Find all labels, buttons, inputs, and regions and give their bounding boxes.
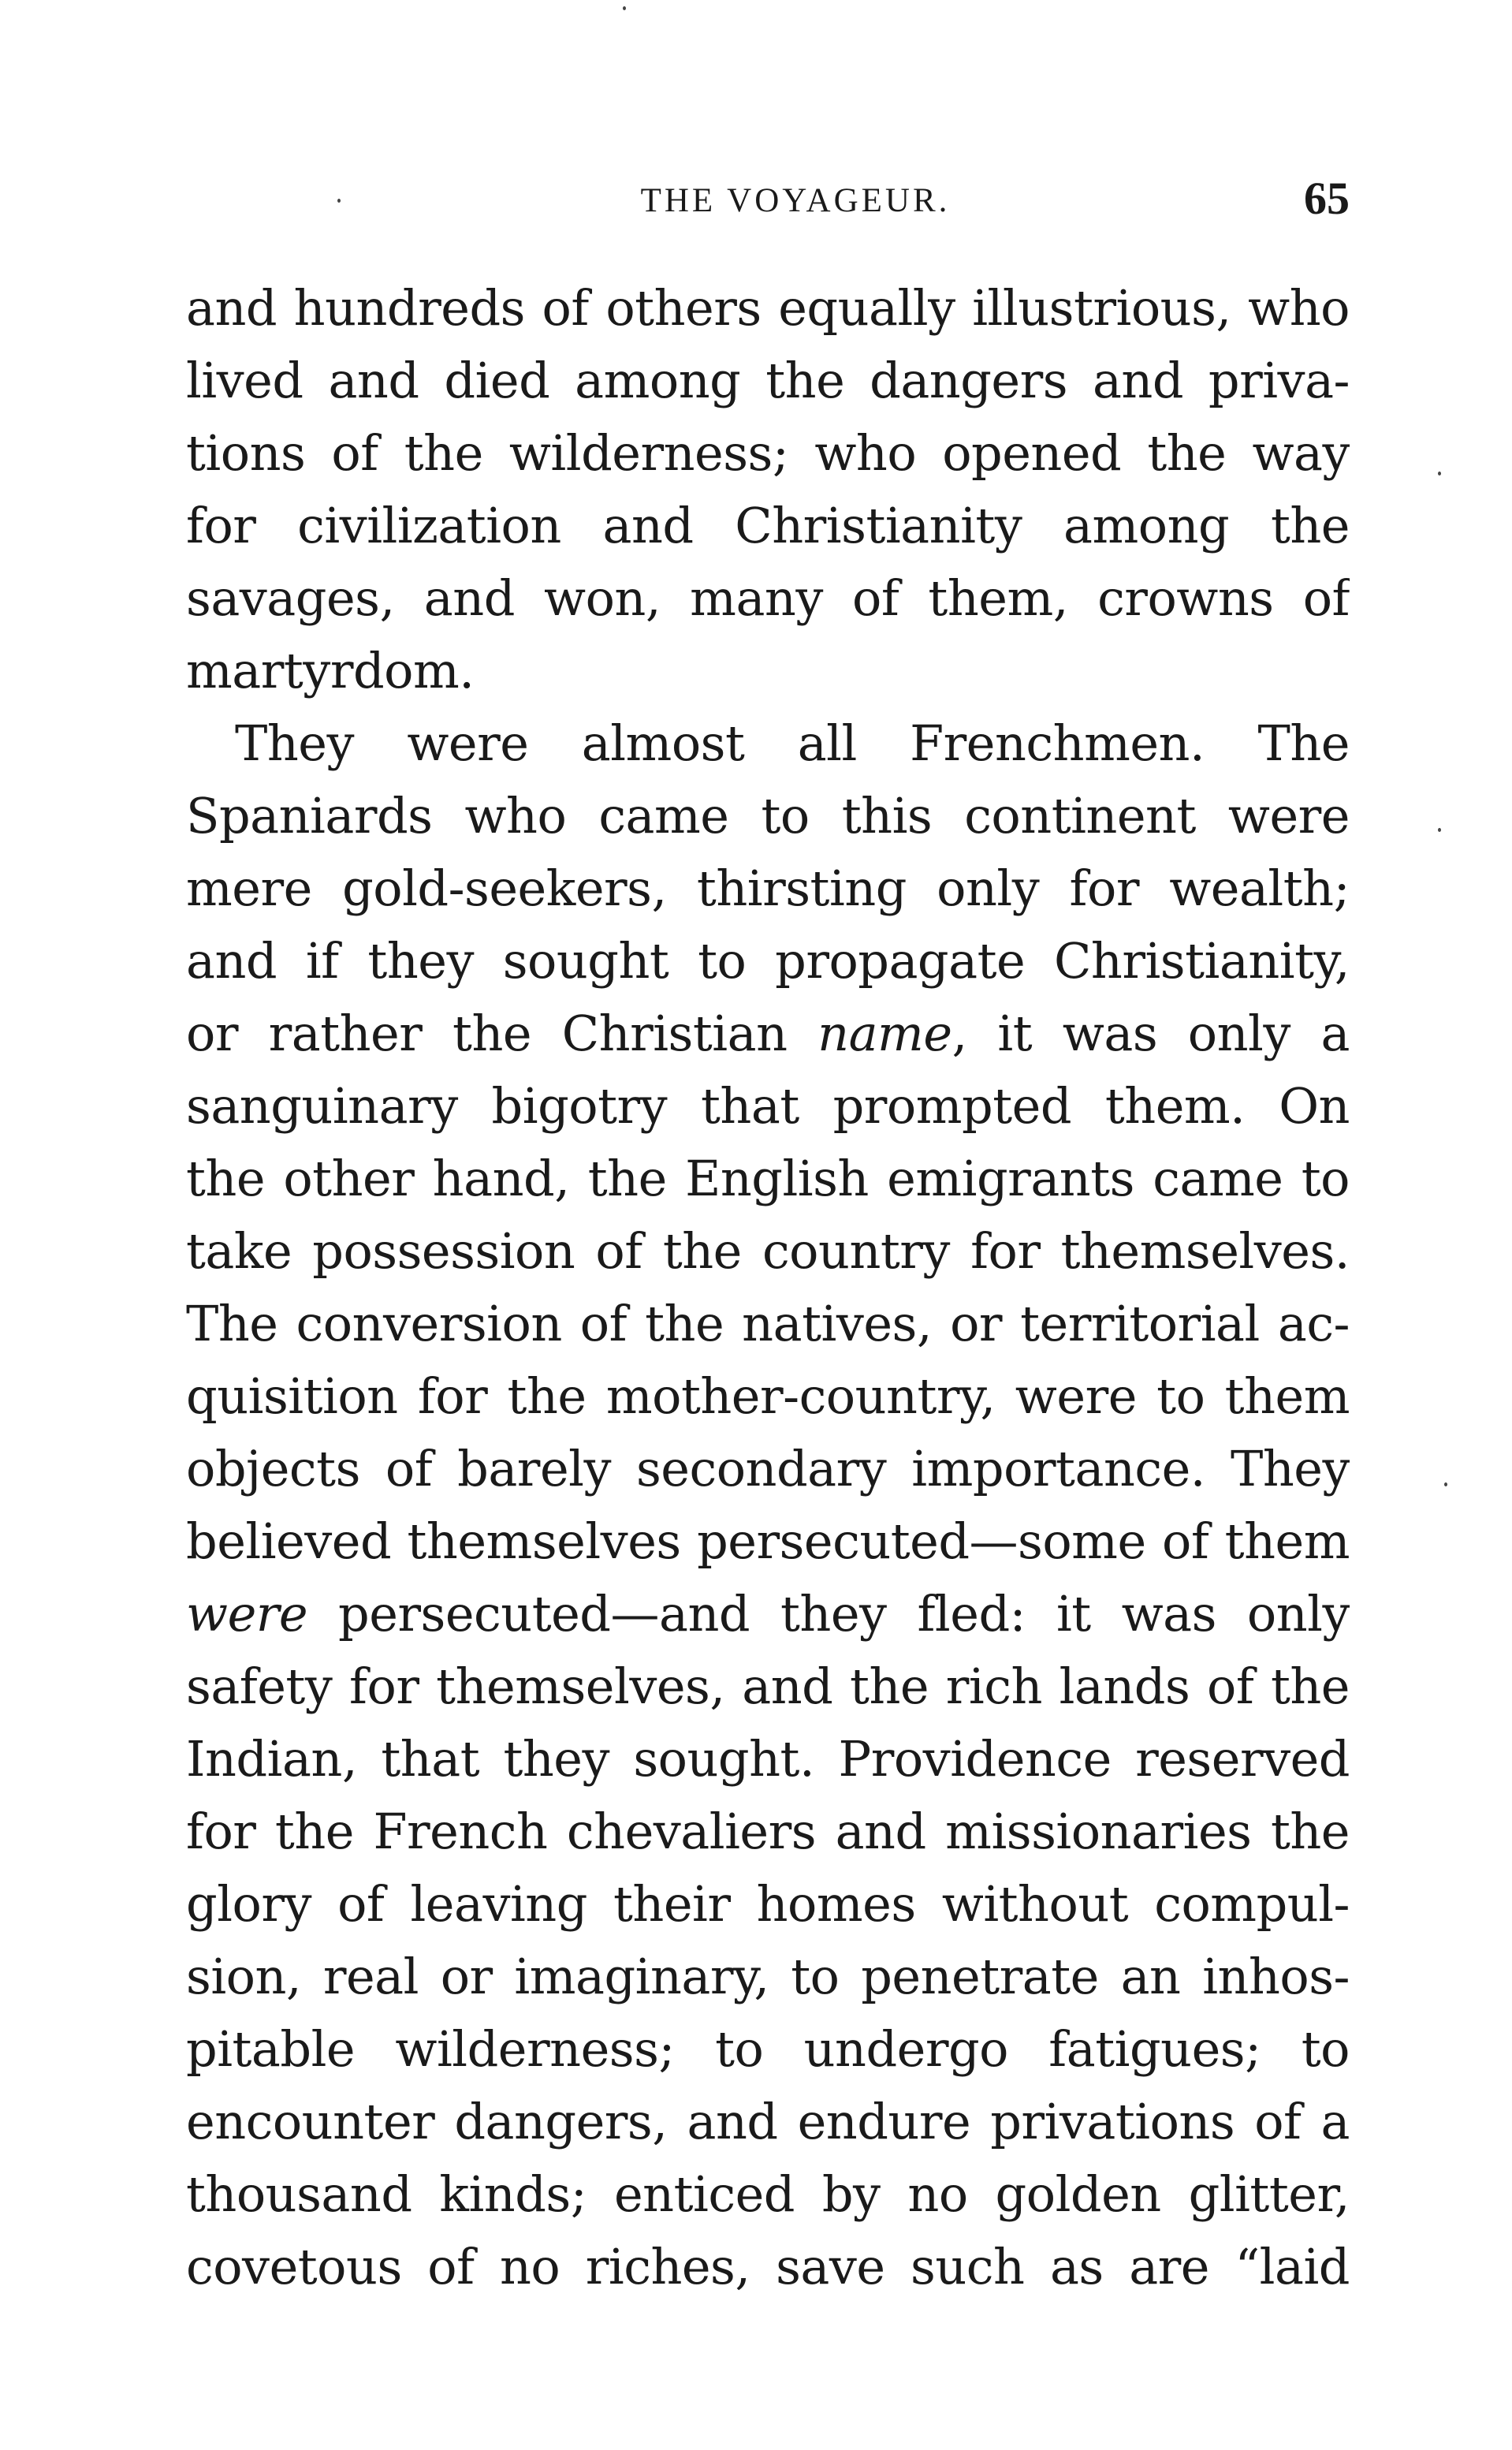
text-line: safety for themselves, and the rich lands of the	[186, 1658, 1350, 1715]
text-line: sion, real or imaginary, to penetrate an inhos-	[186, 1948, 1350, 2005]
print-speck	[337, 199, 341, 203]
text-line: sanguinary bigotry that prompted them. On	[186, 1077, 1350, 1135]
text-line: martyrdom.	[186, 642, 475, 699]
text-line: They were almost all Frenchmen. The	[235, 714, 1350, 772]
text-line: lived and died among the dangers and priva-	[186, 352, 1350, 409]
text-line: tions of the wilderness; who opened the way	[186, 424, 1350, 482]
text-line: covetous of no riches, save such as are “laid	[186, 2238, 1350, 2295]
text-line: mere gold-seekers, thirsting only for wealth;	[186, 860, 1350, 917]
text-line: Indian, that they sought. Providence reserved	[186, 1730, 1350, 1788]
page-number: 65	[1304, 173, 1350, 224]
text-line: believed themselves persecuted—some of them	[186, 1512, 1350, 1570]
text-line: The conversion of the natives, or territorial ac-	[186, 1295, 1350, 1352]
text-line: quisition for the mother-country, were to them	[186, 1367, 1350, 1425]
text-line: encounter dangers, and endure privations of a	[186, 2093, 1350, 2150]
text-line: Spaniards who came to this continent were	[186, 787, 1350, 845]
text-line: objects of barely secondary importance. They	[186, 1440, 1350, 1497]
text-line: for civilization and Christianity among the	[186, 497, 1350, 554]
print-speck	[1444, 1482, 1447, 1486]
running-head	[186, 172, 1350, 235]
text-line: or rather the Christian name, it was only a	[186, 1005, 1350, 1062]
text-line: thousand kinds; enticed by no golden glitter,	[186, 2165, 1350, 2223]
text-line: glory of leaving their homes without compul-	[186, 1875, 1350, 1933]
italic-word: were	[186, 1585, 308, 1643]
text-line: and if they sought to propagate Christianity,	[186, 932, 1350, 990]
text-line: savages, and won, many of them, crowns of	[186, 569, 1350, 627]
text-line: take possession of the country for themselves.	[186, 1222, 1350, 1280]
italic-word: name	[817, 1005, 952, 1062]
text-line: pitable wilderness; to undergo fatigues; to	[186, 2020, 1350, 2078]
print-speck	[623, 6, 626, 10]
text-line: were persecuted—and they fled: it was only	[186, 1585, 1350, 1643]
text-line: and hundreds of others equally illustrious, who	[186, 279, 1350, 337]
body-text	[186, 272, 1350, 2303]
text-line: for the French chevaliers and missionaries the	[186, 1803, 1350, 1860]
running-title: THE VOYAGEUR.	[640, 182, 951, 219]
print-speck	[1438, 828, 1441, 832]
text-line: the other hand, the English emigrants came to	[186, 1150, 1350, 1207]
print-speck	[1438, 472, 1441, 475]
